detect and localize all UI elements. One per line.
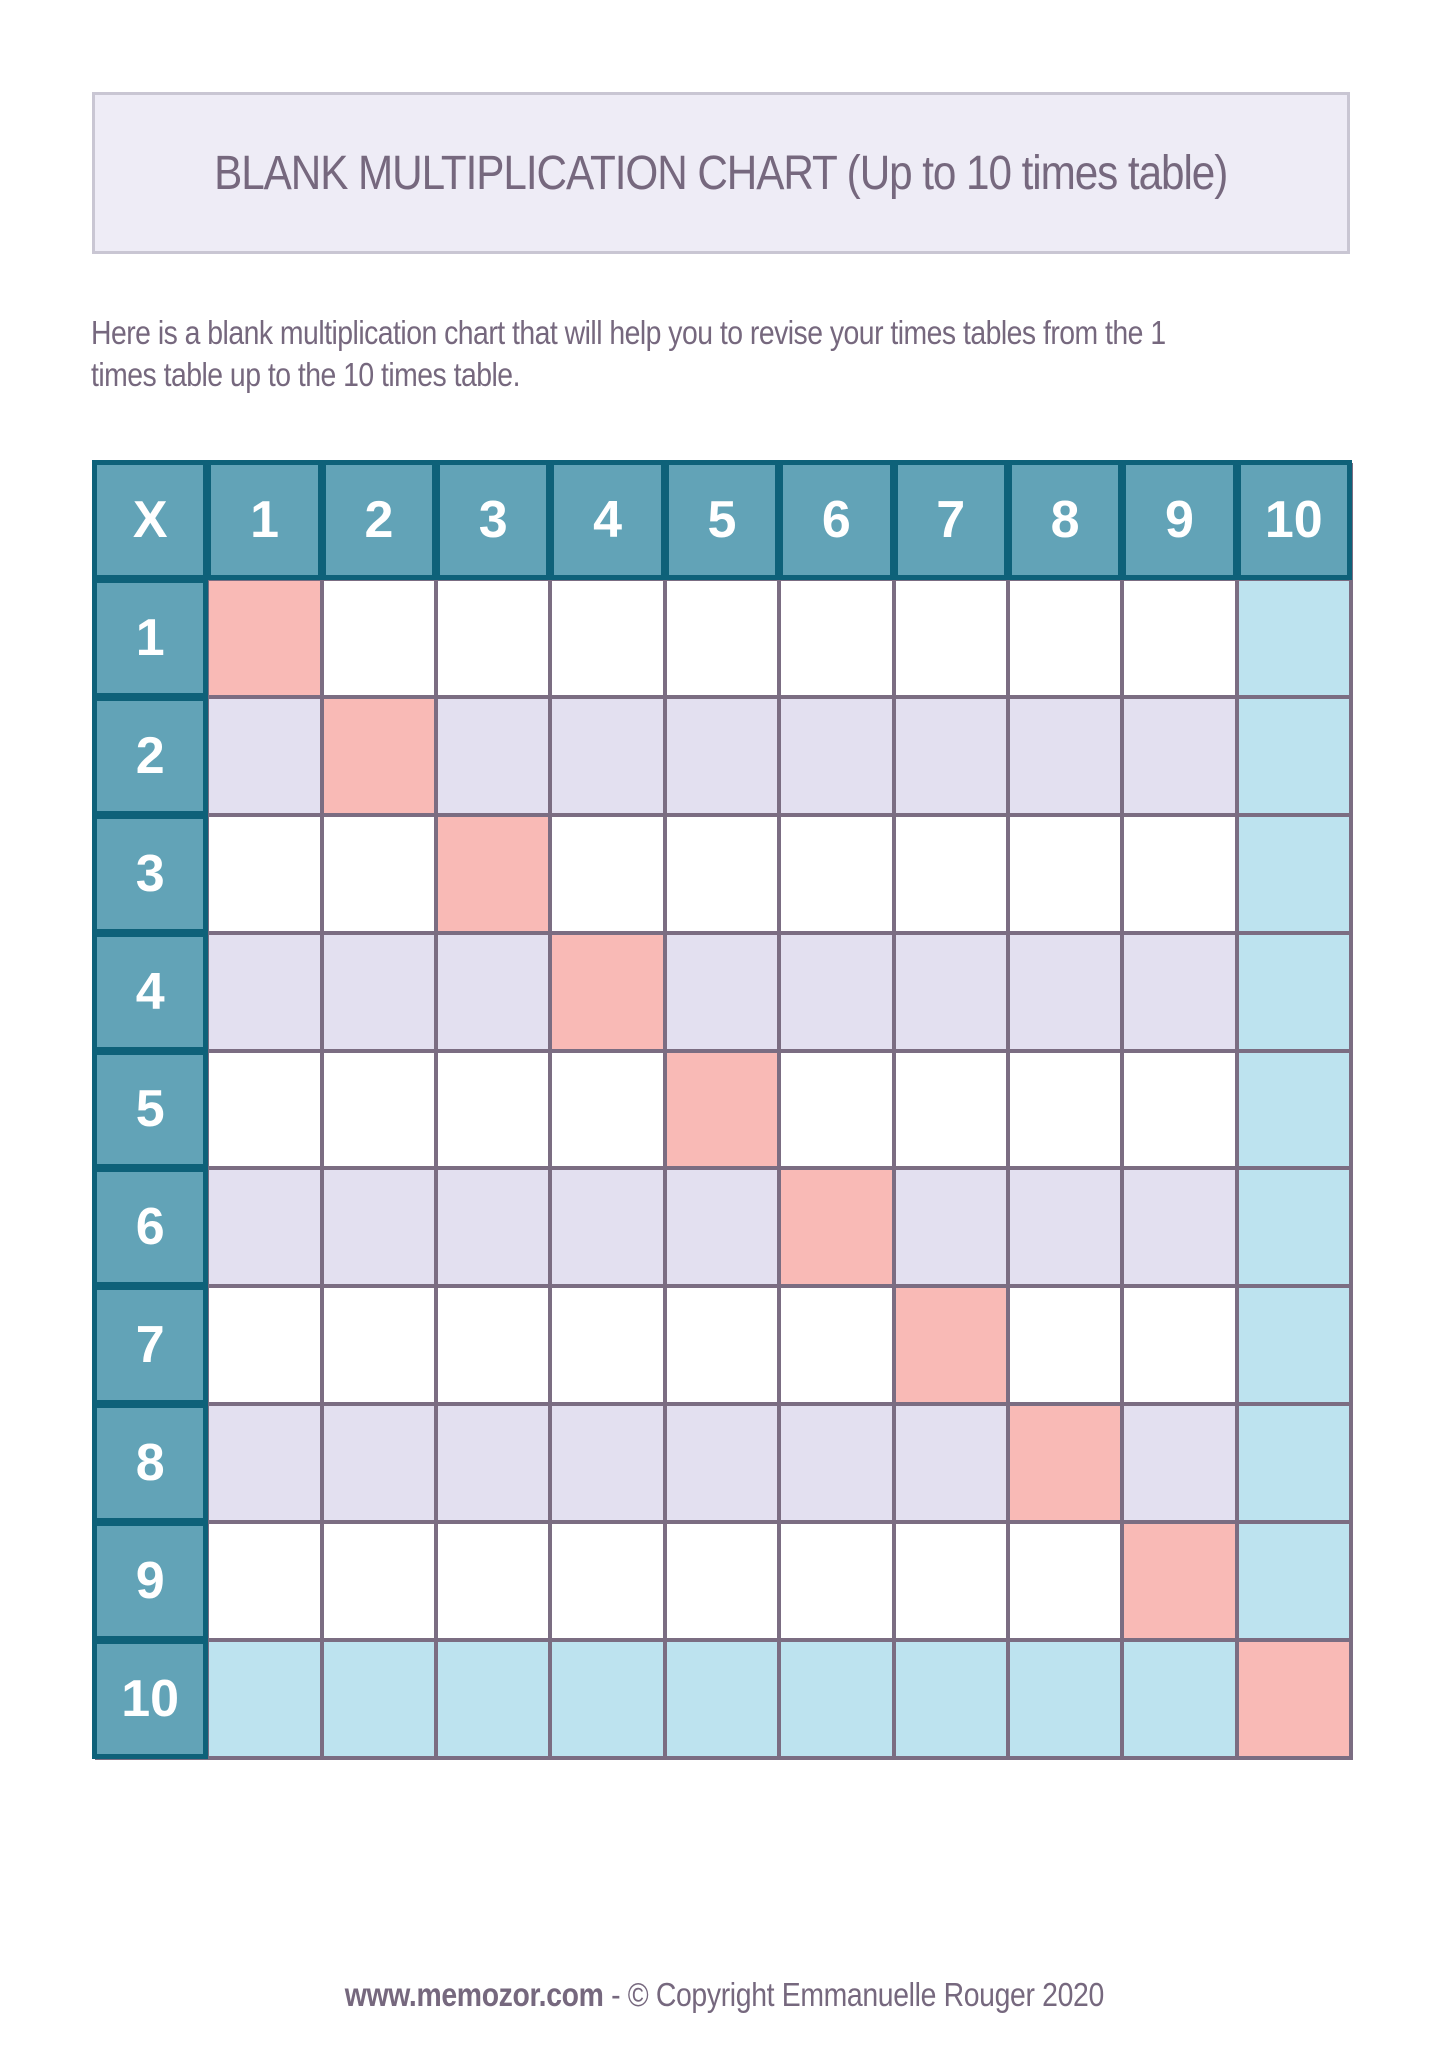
answer-cell[interactable]: [209, 817, 319, 931]
answer-cell[interactable]: [896, 1170, 1006, 1284]
answer-cell[interactable]: [1124, 699, 1234, 813]
answer-cell[interactable]: [1239, 699, 1349, 813]
answer-cell[interactable]: [324, 935, 434, 1049]
answer-cell[interactable]: [1239, 1288, 1349, 1402]
answer-cell[interactable]: [209, 935, 319, 1049]
row-header: 5: [95, 1053, 205, 1167]
answer-cell[interactable]: [896, 1524, 1006, 1638]
answer-cell[interactable]: [1239, 935, 1349, 1049]
answer-cell[interactable]: [324, 817, 434, 931]
column-header: 3: [438, 463, 548, 577]
answer-cell[interactable]: [324, 1053, 434, 1167]
answer-cell[interactable]: [896, 1053, 1006, 1167]
answer-cell[interactable]: [1239, 1524, 1349, 1638]
answer-cell[interactable]: [667, 699, 777, 813]
column-header: 6: [781, 463, 891, 577]
answer-cell[interactable]: [552, 1406, 662, 1520]
answer-cell[interactable]: [438, 699, 548, 813]
answer-cell[interactable]: [1124, 1406, 1234, 1520]
answer-cell[interactable]: [1010, 1524, 1120, 1638]
answer-cell[interactable]: [209, 1170, 319, 1284]
answer-cell[interactable]: [1010, 699, 1120, 813]
answer-cell[interactable]: [552, 1642, 662, 1756]
description: [91, 312, 1192, 396]
description-line-2: times table up to the 10 times table.: [91, 356, 520, 393]
answer-cell[interactable]: [438, 935, 548, 1049]
footer-site-link[interactable]: www.memozor.com: [344, 1976, 604, 2013]
row-header: 4: [95, 935, 205, 1049]
answer-cell[interactable]: [667, 817, 777, 931]
answer-cell[interactable]: [324, 1170, 434, 1284]
column-header: 1: [209, 463, 319, 577]
answer-cell[interactable]: [552, 1288, 662, 1402]
answer-cell[interactable]: [896, 1642, 1006, 1756]
answer-cell[interactable]: [1239, 1406, 1349, 1520]
answer-cell[interactable]: [781, 1642, 891, 1756]
column-header: 5: [667, 463, 777, 577]
row-header: 3: [95, 817, 205, 931]
row-header: 6: [95, 1170, 205, 1284]
row-header: 2: [95, 699, 205, 813]
answer-cell[interactable]: [1124, 1288, 1234, 1402]
answer-cell[interactable]: [781, 1053, 891, 1167]
answer-cell[interactable]: [552, 935, 662, 1049]
answer-cell[interactable]: [781, 1288, 891, 1402]
answer-cell[interactable]: [209, 581, 319, 695]
answer-cell[interactable]: [324, 1642, 434, 1756]
answer-cell[interactable]: [552, 699, 662, 813]
answer-cell[interactable]: [209, 1053, 319, 1167]
answer-cell[interactable]: [781, 699, 891, 813]
row-header: 7: [95, 1288, 205, 1402]
answer-cell[interactable]: [1239, 1170, 1349, 1284]
answer-cell[interactable]: [552, 1053, 662, 1167]
answer-cell[interactable]: [438, 1524, 548, 1638]
answer-cell[interactable]: [324, 699, 434, 813]
answer-cell[interactable]: [667, 935, 777, 1049]
answer-cell[interactable]: [552, 817, 662, 931]
row-header: 1: [95, 581, 205, 695]
column-header: 4: [552, 463, 662, 577]
answer-cell[interactable]: [1010, 817, 1120, 931]
answer-cell[interactable]: [324, 1288, 434, 1402]
answer-cell[interactable]: [896, 935, 1006, 1049]
answer-cell[interactable]: [1010, 1170, 1120, 1284]
column-header: 10: [1239, 463, 1349, 577]
answer-cell[interactable]: [1010, 1642, 1120, 1756]
answer-cell[interactable]: [667, 1406, 777, 1520]
answer-cell[interactable]: [1124, 935, 1234, 1049]
row-header: 10: [95, 1642, 205, 1756]
answer-cell[interactable]: [781, 1524, 891, 1638]
answer-cell[interactable]: [896, 1406, 1006, 1520]
answer-cell[interactable]: [438, 1406, 548, 1520]
answer-cell[interactable]: [667, 1642, 777, 1756]
answer-cell[interactable]: [1124, 1170, 1234, 1284]
multiplication-grid: [95, 463, 1353, 1760]
answer-cell[interactable]: [324, 1524, 434, 1638]
answer-cell[interactable]: [209, 1642, 319, 1756]
answer-cell[interactable]: [324, 581, 434, 695]
answer-cell[interactable]: [667, 1170, 777, 1284]
answer-cell[interactable]: [1010, 935, 1120, 1049]
answer-cell[interactable]: [781, 1170, 891, 1284]
footer-copyright: - © Copyright Emmanuelle Rouger 2020: [603, 1976, 1104, 2013]
answer-cell[interactable]: [667, 1524, 777, 1638]
column-header: 8: [1010, 463, 1120, 577]
answer-cell[interactable]: [667, 1288, 777, 1402]
answer-cell[interactable]: [1010, 581, 1120, 695]
answer-cell[interactable]: [781, 817, 891, 931]
answer-cell[interactable]: [896, 1288, 1006, 1402]
answer-cell[interactable]: [438, 581, 548, 695]
answer-cell[interactable]: [781, 581, 891, 695]
corner-header: X: [95, 463, 205, 577]
title-box: [92, 92, 1350, 254]
row-header: 9: [95, 1524, 205, 1638]
answer-cell[interactable]: [438, 1053, 548, 1167]
answer-cell[interactable]: [324, 1406, 434, 1520]
answer-cell[interactable]: [209, 699, 319, 813]
answer-cell[interactable]: [438, 817, 548, 931]
answer-cell[interactable]: [438, 1170, 548, 1284]
answer-cell[interactable]: [1239, 1642, 1349, 1756]
column-header: 7: [896, 463, 1006, 577]
answer-cell[interactable]: [1239, 1053, 1349, 1167]
answer-cell[interactable]: [438, 1642, 548, 1756]
answer-cell[interactable]: [896, 699, 1006, 813]
footer: [0, 1976, 1448, 2014]
answer-cell[interactable]: [1010, 1288, 1120, 1402]
answer-cell[interactable]: [667, 1053, 777, 1167]
answer-cell[interactable]: [438, 1288, 548, 1402]
answer-cell[interactable]: [1124, 581, 1234, 695]
answer-cell[interactable]: [1124, 817, 1234, 931]
answer-cell[interactable]: [1124, 1053, 1234, 1167]
column-header: 9: [1124, 463, 1234, 577]
answer-cell[interactable]: [667, 581, 777, 695]
answer-cell[interactable]: [1124, 1524, 1234, 1638]
answer-cell[interactable]: [1239, 581, 1349, 695]
answer-cell[interactable]: [781, 1406, 891, 1520]
answer-cell[interactable]: [1239, 817, 1349, 931]
answer-cell[interactable]: [896, 581, 1006, 695]
answer-cell[interactable]: [552, 1524, 662, 1638]
row-header: 8: [95, 1406, 205, 1520]
answer-cell[interactable]: [896, 817, 1006, 931]
answer-cell[interactable]: [209, 1524, 319, 1638]
description-line-1: Here is a blank multiplication chart that will help you to revise your times tables from the 1: [91, 314, 1166, 351]
answer-cell[interactable]: [209, 1288, 319, 1402]
answer-cell[interactable]: [552, 1170, 662, 1284]
answer-cell[interactable]: [1010, 1406, 1120, 1520]
column-header: 2: [324, 463, 434, 577]
answer-cell[interactable]: [552, 581, 662, 695]
answer-cell[interactable]: [209, 1406, 319, 1520]
answer-cell[interactable]: [1124, 1642, 1234, 1756]
answer-cell[interactable]: [781, 935, 891, 1049]
answer-cell[interactable]: [1010, 1053, 1120, 1167]
page-title: BLANK MULTIPLICATION CHART (Up to 10 times table): [214, 146, 1228, 200]
